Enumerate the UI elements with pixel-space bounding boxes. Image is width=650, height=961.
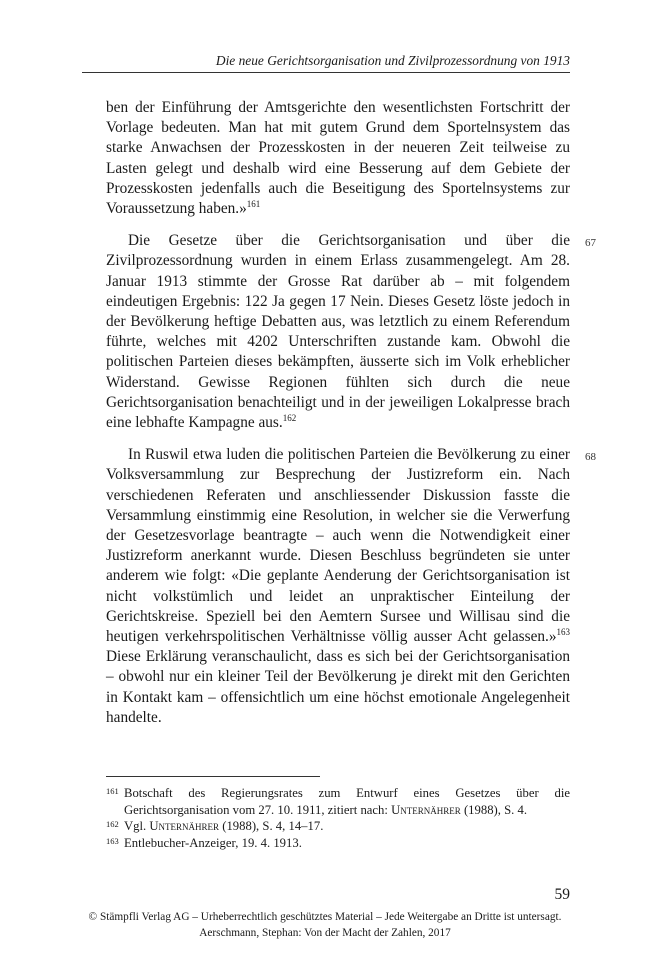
- citation-line: Aerschmann, Stephan: Von der Macht der Zahlen, 2017: [199, 927, 451, 939]
- margin-number-68: 68: [585, 451, 596, 464]
- paragraph-68: [106, 445, 596, 728]
- copyright-notice: [0, 909, 650, 941]
- footnote-text: [124, 818, 570, 835]
- paragraph-text: ben der Einführung der Amtsgerichte den wesentlichsten Fortschritt der Vorlage bedeuten. Man hat mit gutem Grund dem Sportelnsystem das starke Anwachsen der Prozesskosten in der neueren Zeit teilweise zu Lasten gelegt und deshalb wird eine Besserung auf dem Gebiete der Prozesskosten jedenfalls auch die Beseitigung des Sportelnsystems zur Voraussetzung haben.»: [106, 99, 570, 218]
- footnote-author: Unternährer: [149, 819, 220, 834]
- footnote-text: [124, 835, 570, 852]
- copyright-line: © Stämpfli Verlag AG – Urheberrechtlich geschütztes Material – Jede Weitergabe an Dritte ist untersagt.: [88, 911, 562, 923]
- paragraph-continued: [106, 98, 570, 219]
- footnote-ref-161[interactable]: 161: [246, 198, 261, 209]
- footnote-text-part: Botschaft des Regierungsrates zum Entwurf eines Gesetzes über die Gerichtsorganisation vom 27. 10. 1911, zitiert nach:: [124, 786, 570, 817]
- footnote-number: 161: [106, 786, 119, 796]
- footnote-162: [106, 818, 570, 835]
- page-number: 59: [554, 886, 570, 903]
- footnote-163: [106, 835, 570, 852]
- body-text: [106, 98, 596, 740]
- footnote-number: 163: [106, 835, 119, 846]
- footnote-text: [124, 785, 570, 818]
- footnote-number: 162: [106, 819, 119, 830]
- paragraph-text: In Ruswil etwa luden die politischen Parteien die Bevölkerung zu einer Volksversammlung zur Besprechung der Justizreform ein. Nach verschiedenen Referaten und anschliessender Diskussion fasste die Versammlung einstimmig eine Resolution, in welcher sie die Verwerfung der Gesetzesvorlage beantragte – auch wenn die Notwendigkeit einer Justizreform anerkannt wurde. Diesen Beschluss begründeten sie unter anderem wie folgt: «Die geplante Aenderung der Gerichtsorganisation ist nicht volkstümlich und leidet an unpraktischer Einteilung der Gerichtskreise. Speziell bei den Aemtern Sursee und Willisau sind die heutigen verkehrspolitischen Verhältnisse völlig ausser Acht gelassen.»: [106, 446, 570, 646]
- footnote-text-part: (1988), S. 4.: [460, 802, 528, 817]
- footnote-ref-163[interactable]: 163: [556, 626, 570, 637]
- footnote-ref-162[interactable]: 162: [282, 412, 297, 423]
- running-head: Die neue Gerichtsorganisation und Zivilprozessordnung von 1913: [215, 53, 570, 68]
- paragraph-text-continued: Diese Erklärung veranschaulicht, dass es sich bei der Gerichtsorganisation – obwohl nur ein kleiner Teil der Bevölkerung je direkt mit den Gerichten in Kontakt kam – offensichtlich um eine höchst emotionale Angelegenheit handelte.: [106, 648, 570, 726]
- footnotes: [106, 785, 570, 851]
- footnote-161: [106, 785, 570, 818]
- paragraph-text: Die Gesetze über die Gerichtsorganisation und über die Zivilprozessordnung wurden in einem Erlass zusammengelegt. Am 28. Januar 1913 stimmte der Grosse Rat darüber ab – mit folgendem eindeutigen Ergebnis: 122 Ja gegen 17 Nein. Dieses Gesetz löste jedoch in der Bevölkerung heftige Debatten aus, was letztlich zu einem Referendum führte, welches mit 4202 Unterschriften zustande kam. Obwohl die politischen Parteien dieses bekämpften, äusserte sich im Volk erheblicher Widerstand. Gewisse Regionen fühlten sich durch die neue Gerichtsorganisation benachteiligt und in der jeweiligen Lokalpresse brach eine lebhafte Kampagne aus.: [106, 232, 570, 432]
- footnote-text-part: Vgl.: [124, 819, 150, 834]
- header-rule: [82, 72, 570, 73]
- paragraph-67: [106, 231, 596, 433]
- footnote-text-part: Entlebucher-Anzeiger, 19. 4. 1913.: [124, 835, 302, 850]
- margin-number-67: 67: [585, 237, 596, 250]
- footnote-rule: [106, 776, 320, 777]
- footnote-text-part: (1988), S. 4, 14–17.: [219, 819, 324, 834]
- footnote-author: Unternährer: [391, 802, 461, 817]
